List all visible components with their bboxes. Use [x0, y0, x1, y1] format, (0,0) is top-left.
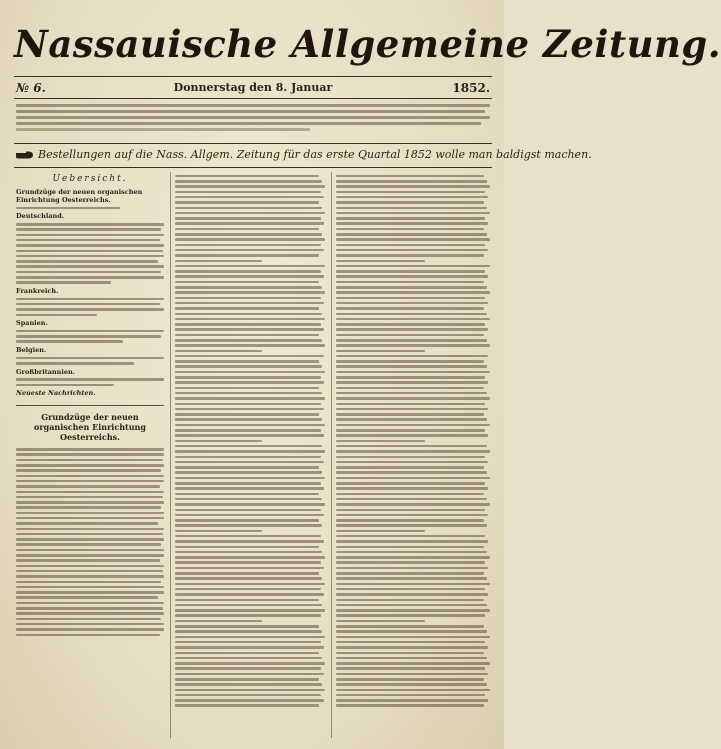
masthead-title: Nassauische Allgemeine Zeitung. [14, 22, 721, 66]
text-line [336, 540, 488, 543]
text-line [336, 434, 488, 437]
text-line [336, 694, 485, 697]
text-line [175, 365, 322, 368]
text-line [336, 704, 484, 707]
text-line [336, 678, 484, 681]
text-line [175, 599, 319, 602]
text-line [336, 365, 487, 368]
text-line [175, 556, 325, 559]
text-line [175, 281, 319, 284]
column-divider-2 [331, 172, 332, 738]
contents-heading-3: Frankreich. [16, 286, 59, 295]
text-line [336, 360, 484, 363]
text-line [336, 519, 484, 522]
text-line [336, 588, 485, 591]
text-line [336, 683, 487, 686]
contents-heading-1: Grundzüge der neuen organischen Einrichtung Oesterreichs. [16, 188, 143, 204]
text-line [175, 249, 324, 252]
contents-heading-4: Spanien. [16, 319, 48, 328]
text-line [336, 191, 485, 194]
text-line [336, 461, 488, 464]
text-line [175, 535, 321, 538]
text-line [336, 222, 488, 225]
text-line [336, 593, 488, 596]
text-line [336, 233, 487, 236]
text-line [175, 620, 262, 623]
text-line [175, 514, 324, 517]
text-line [336, 260, 425, 263]
text-line [175, 694, 321, 697]
text-line [336, 567, 488, 570]
text-line [336, 350, 425, 353]
text-line [336, 244, 485, 247]
text-line [336, 445, 487, 448]
text-line [336, 297, 485, 300]
text-line [336, 466, 484, 469]
text-line [175, 471, 322, 474]
text-line [336, 265, 490, 268]
text-line [336, 180, 487, 183]
text-line [175, 524, 322, 527]
text-line [175, 397, 325, 400]
text-line [336, 641, 485, 644]
text-line [175, 201, 319, 204]
text-line [336, 530, 425, 533]
text-line [175, 222, 324, 225]
text-line [336, 254, 484, 257]
text-line [336, 614, 485, 617]
text-line [175, 355, 324, 358]
text-line [336, 424, 490, 427]
article-body-start [16, 448, 164, 636]
contents-heading-2: Deutschland. [16, 212, 65, 221]
contents-title: Uebersicht. [52, 174, 128, 184]
text-line [175, 371, 325, 374]
issue-number: № 6. [16, 81, 46, 95]
contents-latest-news: Neueste Nachrichten. [16, 389, 96, 398]
text-line [336, 196, 488, 199]
issue-line [16, 79, 490, 97]
text-line [175, 662, 325, 665]
text-line [175, 561, 321, 564]
text-line [336, 392, 487, 395]
text-line [175, 609, 325, 612]
text-line [175, 482, 321, 485]
text-line [336, 339, 487, 342]
text-line [336, 667, 485, 670]
text-line [175, 456, 321, 459]
text-line [175, 572, 319, 575]
announcement-text: Bestellungen auf die Nass. Allgem. Zeitung für das erste Quartal 1852 wolle man baldigst machen. [38, 148, 592, 161]
text-line [175, 445, 322, 448]
text-line [175, 180, 322, 183]
text-line [336, 599, 484, 602]
text-line [336, 403, 485, 406]
text-line [175, 328, 324, 331]
text-line [175, 233, 322, 236]
text-line [175, 493, 319, 496]
text-line [336, 657, 487, 660]
text-line [175, 699, 324, 702]
text-line [336, 376, 485, 379]
text-line [336, 646, 488, 649]
text-line [336, 313, 487, 316]
text-line [175, 297, 321, 300]
text-line [175, 477, 325, 480]
text-line [175, 583, 325, 586]
text-line [175, 408, 324, 411]
text-line [175, 646, 324, 649]
text-line [175, 344, 325, 347]
text-line [175, 683, 322, 686]
text-line [175, 440, 262, 443]
text-line [336, 323, 485, 326]
text-line [336, 662, 490, 665]
text-line [175, 191, 321, 194]
text-line [336, 307, 484, 310]
text-line [336, 291, 490, 294]
text-line [336, 699, 488, 702]
text-line [336, 477, 490, 480]
contents-heading-5: Belgien. [16, 345, 47, 354]
text-line [336, 408, 488, 411]
text-line [175, 360, 319, 363]
text-line [336, 450, 490, 453]
text-line [336, 572, 484, 575]
text-line [336, 387, 484, 390]
column-right [336, 172, 490, 740]
notice-rule [14, 143, 492, 144]
masthead-rule-top [14, 76, 492, 77]
text-line [175, 318, 325, 321]
announcement-rule [14, 167, 492, 168]
text-line [175, 207, 322, 210]
text-line [336, 498, 487, 501]
issue-date: Donnerstag den 8. Januar [173, 81, 333, 94]
text-line [175, 381, 324, 384]
pointing-hand-icon [16, 150, 34, 160]
text-line [336, 328, 488, 331]
text-line [175, 313, 322, 316]
text-line [175, 429, 321, 432]
text-line [336, 344, 490, 347]
text-line [175, 704, 319, 707]
text-line [336, 440, 425, 443]
text-line [175, 509, 321, 512]
text-line [336, 281, 484, 284]
article-title: Grundzüge der neuen organischen Einrichtung Oesterreichs. [16, 405, 164, 442]
text-line [336, 561, 485, 564]
text-line [175, 652, 319, 655]
text-line [336, 371, 490, 374]
issue-year: 1852. [452, 81, 490, 95]
text-line [336, 175, 484, 178]
text-line [175, 265, 325, 268]
text-line [336, 207, 487, 210]
text-line [336, 318, 490, 321]
text-line [175, 567, 324, 570]
text-line [175, 350, 262, 353]
text-line [175, 614, 321, 617]
text-line [336, 418, 487, 421]
text-line [336, 556, 490, 559]
text-line [175, 244, 321, 247]
text-line [336, 482, 485, 485]
text-line [175, 424, 325, 427]
text-line [175, 577, 322, 580]
text-line [175, 212, 325, 215]
text-line [175, 434, 324, 437]
text-line [175, 413, 319, 416]
text-line [175, 551, 322, 554]
text-line [336, 636, 490, 639]
text-line [336, 524, 487, 527]
text-line [336, 546, 484, 549]
text-line [175, 625, 319, 628]
text-line [336, 275, 488, 278]
text-line [336, 185, 490, 188]
text-line [175, 185, 325, 188]
text-line [336, 673, 488, 676]
text-line [175, 387, 319, 390]
text-line [336, 471, 487, 474]
text-line [175, 302, 324, 305]
text-line [175, 254, 319, 257]
text-line [175, 450, 325, 453]
text-line [175, 291, 325, 294]
text-line [336, 503, 490, 506]
text-line [336, 302, 488, 305]
text-line [336, 604, 487, 607]
text-line [336, 689, 490, 692]
subscription-announcement [16, 145, 592, 165]
text-line [336, 456, 485, 459]
text-line [336, 397, 490, 400]
text-line [336, 429, 485, 432]
text-line [175, 657, 322, 660]
text-line [175, 519, 319, 522]
text-line [336, 551, 487, 554]
text-line [336, 509, 485, 512]
text-line [175, 196, 324, 199]
text-line [175, 636, 325, 639]
text-line [175, 286, 322, 289]
text-line [175, 593, 324, 596]
text-line [336, 217, 485, 220]
subscription-notice [16, 101, 490, 141]
text-line [336, 625, 484, 628]
text-line [175, 641, 321, 644]
text-line [175, 418, 322, 421]
text-line [336, 334, 484, 337]
text-line [336, 620, 425, 623]
text-line [336, 238, 490, 241]
text-line [336, 249, 488, 252]
text-line [175, 403, 321, 406]
text-line [175, 339, 322, 342]
text-line [336, 355, 488, 358]
text-line [336, 381, 488, 384]
text-line [175, 588, 321, 591]
text-line [175, 461, 324, 464]
text-line [175, 238, 325, 241]
text-line [336, 413, 484, 416]
text-line [175, 540, 324, 543]
text-line [175, 175, 319, 178]
text-line [175, 270, 321, 273]
text-line [336, 609, 490, 612]
text-line [336, 212, 490, 215]
text-line [175, 673, 324, 676]
text-line [175, 466, 319, 469]
text-line [175, 678, 319, 681]
text-line [175, 530, 262, 533]
text-line [175, 217, 321, 220]
text-line [336, 493, 484, 496]
text-line [175, 546, 319, 549]
text-line [175, 498, 322, 501]
text-line [336, 286, 487, 289]
text-line [336, 652, 484, 655]
text-line [336, 270, 485, 273]
text-line [336, 201, 484, 204]
text-line [336, 630, 487, 633]
text-line [175, 667, 321, 670]
text-line [175, 487, 324, 490]
text-line [175, 260, 262, 263]
text-line [175, 228, 319, 231]
text-line [175, 604, 322, 607]
text-line [175, 503, 325, 506]
text-line [175, 392, 322, 395]
text-line [336, 487, 488, 490]
text-line [175, 376, 321, 379]
text-line [175, 307, 319, 310]
issue-rule-bottom [14, 98, 492, 99]
text-line [175, 323, 321, 326]
text-line [336, 583, 490, 586]
text-line [336, 535, 485, 538]
column-left [16, 172, 164, 740]
text-line [336, 577, 487, 580]
text-line [175, 630, 322, 633]
text-line [336, 514, 488, 517]
text-line [175, 689, 325, 692]
contents-heading-6: Großbritannien. [16, 367, 75, 376]
text-line [336, 228, 484, 231]
column-divider-1 [170, 172, 171, 738]
column-middle [175, 172, 325, 740]
text-line [175, 334, 319, 337]
text-line [175, 275, 324, 278]
